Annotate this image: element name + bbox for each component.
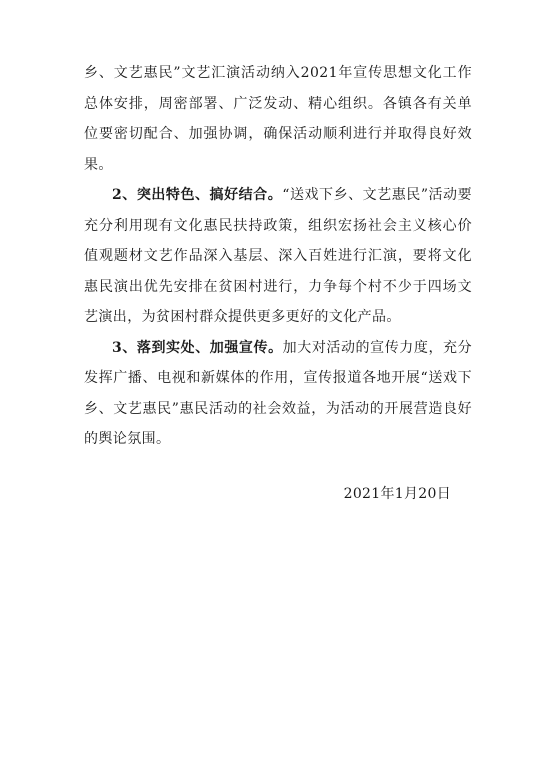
item-2-body: “送戏下乡、文艺惠民”活动要充分利用现有文化惠民扶持政策，组织宏扬社会主义核心价值观题材文艺作品深入基层、深入百姓进行汇演，要将文化惠民演出优先安排在贫困村进行，力争每个村不少于四场文艺演出，为贫困村群众提供更多更好的文化产品。 [84, 187, 473, 325]
paragraph-item-2 [84, 180, 472, 333]
item-3-body: 加大对活动的宣传力度，充分发挥广播、电视和新媒体的作用，宣传报道各地开展“送戏下乡、文艺惠民”惠民活动的社会效益，为活动的开展营造良好的舆论氛围。 [84, 339, 472, 447]
paragraph-item-3 [84, 333, 472, 455]
document-date: 2021年1月20日 [343, 486, 451, 502]
paragraph-continued-text: 乡、文艺惠民”文艺汇演活动纳入2021年宣传思想文化工作总体安排，周密部署、广泛发动、精心组织。各镇各有关单位要密切配合、加强协调，确保活动顺利进行并取得良好效果。 [84, 65, 472, 173]
item-2-heading: 2、突出特色、搞好结合。 [112, 187, 283, 203]
paragraph-continued [84, 58, 472, 180]
document-body [84, 58, 472, 455]
item-3-heading: 3、落到实处、加强宣传。 [112, 339, 283, 356]
